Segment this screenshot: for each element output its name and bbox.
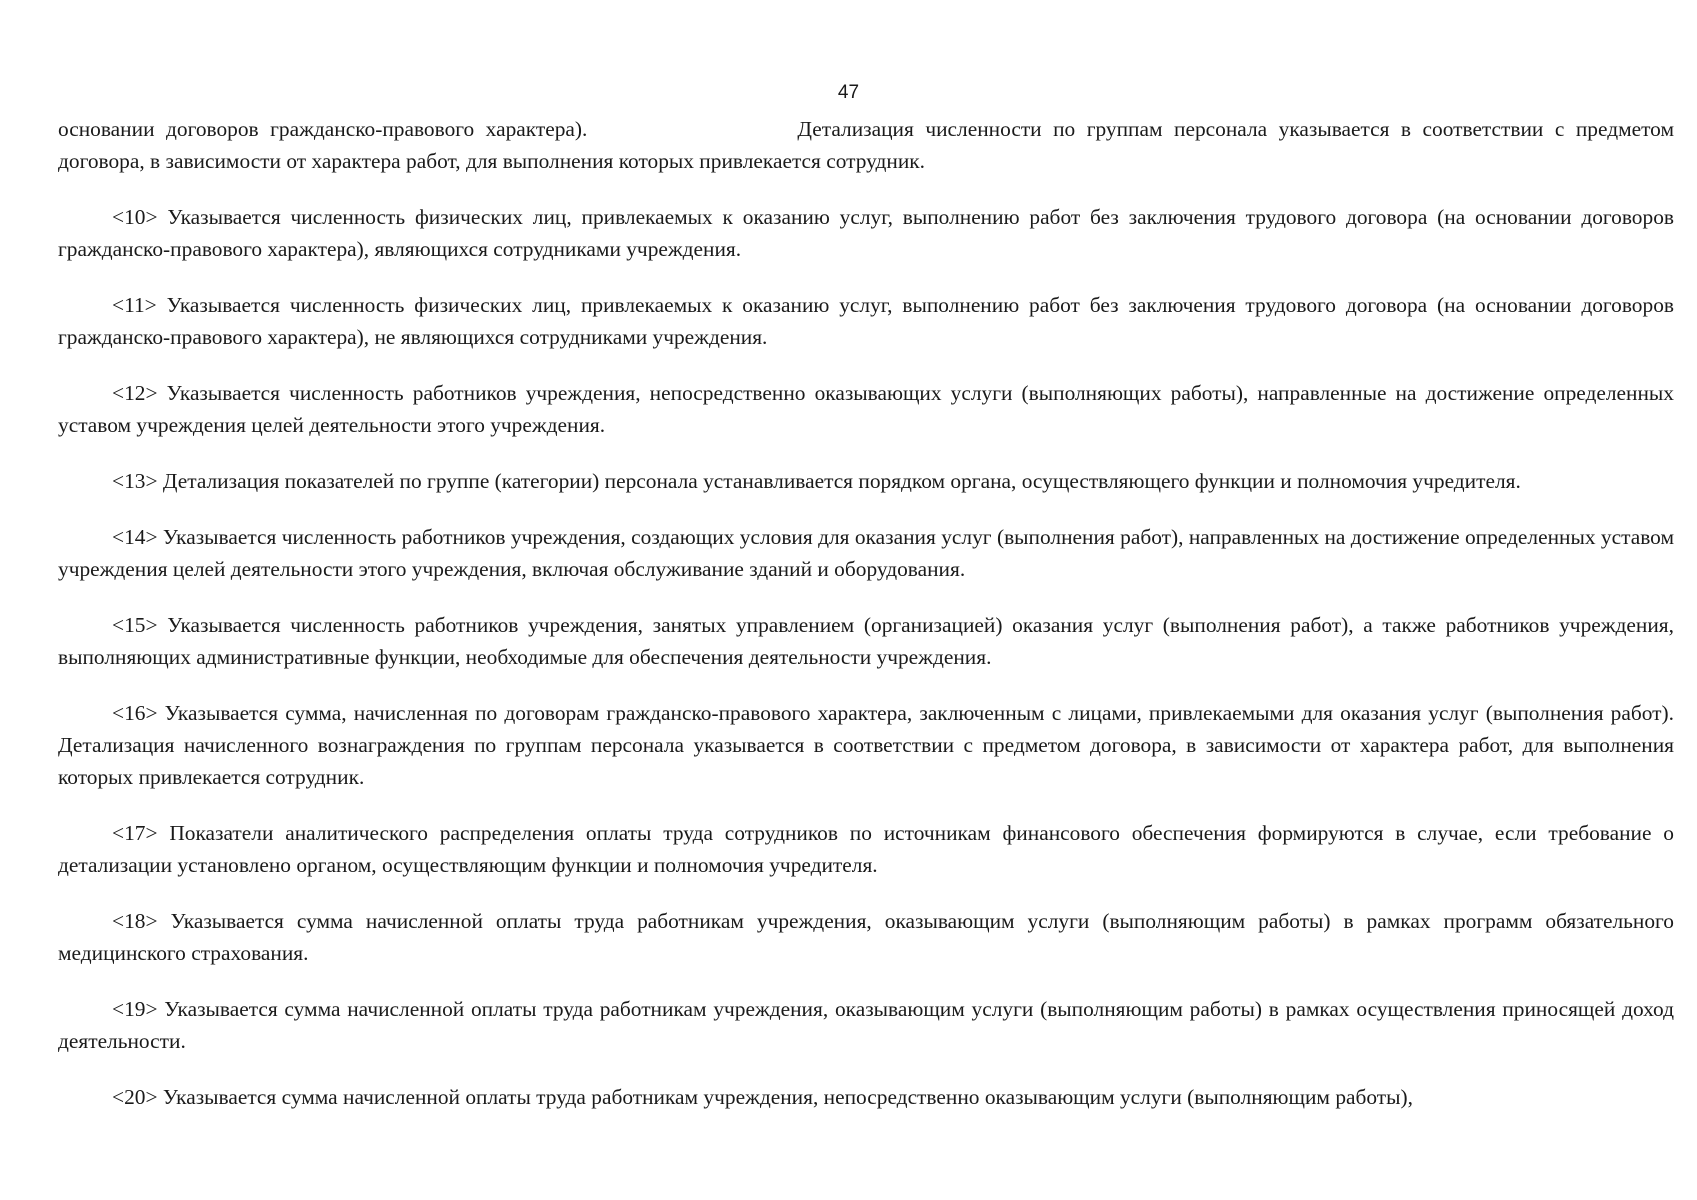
continuation-part-1: основании договоров гражданско-правового характера).	[58, 117, 588, 141]
page-number: 47	[837, 82, 860, 103]
footnote-13: <13> Детализация показателей по группе (категории) персонала устанавливается порядком органа, осуществляющего функции и полномочия учредителя.	[112, 469, 1521, 493]
footnote-12: <12> Указывается численность работников учреждения, непосредственно оказывающих услуги (выполняющих работы), направленные на достижение определенных уставом учреждения целей деятельности этого учреждения.	[58, 381, 1674, 437]
footnote-16: <16> Указывается сумма, начисленная по договорам гражданско-правового характера, заключенным с лицами, привлекаемыми для оказания услуг (выполнения работ). Детализация начисленного вознаграждения по группам персонала указывается в соответствии с предметом договора, в зависимости от характера работ, для выполнения которых привлекается сотрудник.	[58, 701, 1674, 789]
footnote-18: <18> Указывается сумма начисленной оплаты труда работникам учреждения, оказывающим услуги (выполняющим работы) в рамках программ обязательного медицинского страхования.	[58, 909, 1674, 965]
footnote-11: <11> Указывается численность физических лиц, привлекаемых к оказанию услуг, выполнению работ без заключения трудового договора (на основании договоров гражданско-правового характера), не являющихся сотрудниками учреждения.	[58, 293, 1674, 349]
footnote-19: <19> Указывается сумма начисленной оплаты труда работникам учреждения, оказывающим услуги (выполняющим работы) в рамках осуществления приносящей доход деятельности.	[58, 997, 1674, 1053]
footnote-17: <17> Показатели аналитического распределения оплаты труда сотрудников по источникам финансового обеспечения формируются в случае, если требование о детализации установлено органом, осуществляющим функции и полномочия учредителя.	[58, 821, 1674, 877]
continuation-part-2: Детализация численности по группам персонала указывается в соответствии с предметом договора, в зависимости от характера работ, для выполнения которых привлекается сотрудник.	[58, 117, 1675, 173]
footnote-15: <15> Указывается численность работников учреждения, занятых управлением (организацией) оказания услуг (выполнения работ), а также работников учреждения, выполняющих административные функции, необходимые для обеспечения деятельности учреждения.	[58, 613, 1674, 669]
footnote-20: <20> Указывается сумма начисленной оплаты труда работникам учреждения, непосредственно оказывающим услуги (выполняющим работы),	[112, 1085, 1413, 1109]
footnote-10: <10> Указывается численность физических лиц, привлекаемых к оказанию услуг, выполнению работ без заключения трудового договора (на основании договоров гражданско-правового характера), являющихся сотрудниками учреждения.	[58, 205, 1674, 261]
document-body	[58, 113, 1674, 1137]
continuation-paragraph	[58, 113, 1674, 177]
footnote-14: <14> Указывается численность работников учреждения, создающих условия для оказания услуг (выполнения работ), направленных на достижение определенных уставом учреждения целей деятельности этого учреждения, включая обслуживание зданий и оборудования.	[58, 525, 1674, 581]
